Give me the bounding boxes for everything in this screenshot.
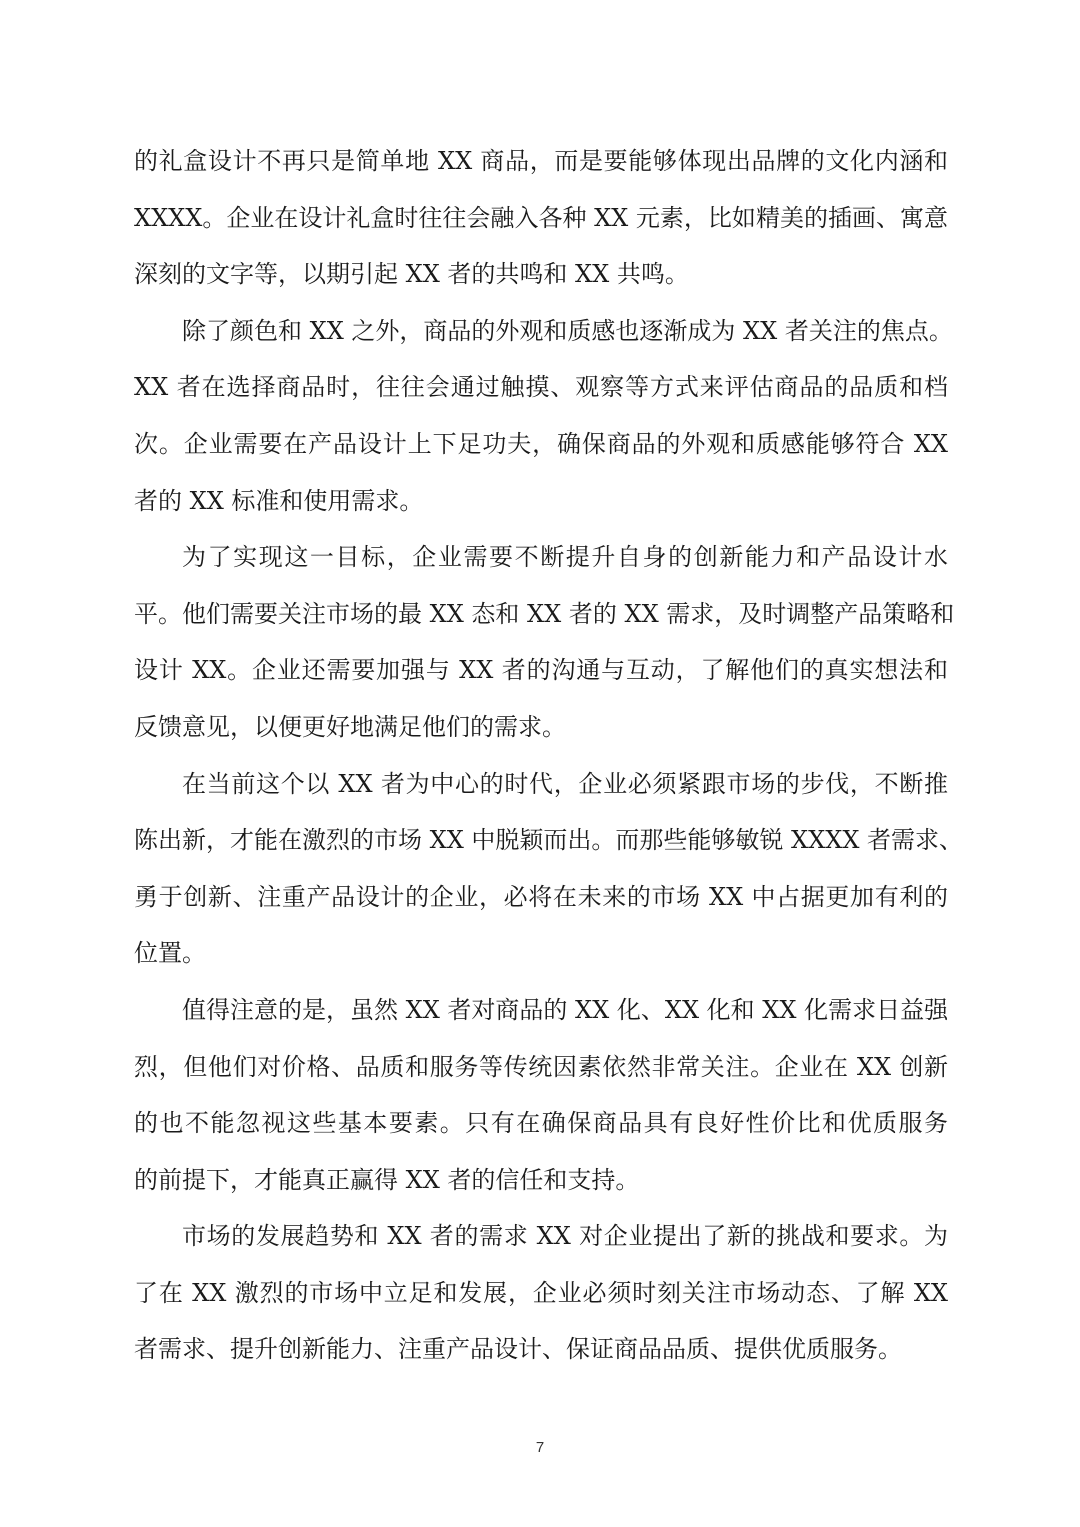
text-line: 除了颜色和 XX 之外，商品的外观和质感也逐渐成为 XX 者关注的焦点。 bbox=[182, 316, 953, 345]
page-body bbox=[134, 133, 964, 1378]
text-line: 反馈意见，以便更好地满足他们的需求。 bbox=[134, 712, 566, 741]
paragraph bbox=[134, 303, 953, 529]
text-line: 烈，但他们对价格、品质和服务等传统因素依然非常关注。企业在 XX 创新 bbox=[134, 1052, 948, 1081]
paragraph bbox=[134, 133, 948, 303]
paragraph bbox=[134, 756, 964, 982]
text-line: XXXX。企业在设计礼盒时往往会融入各种 XX 元素，比如精美的插画、寓意 bbox=[134, 203, 948, 232]
text-line: 的前提下，才能真正赢得 XX 者的信任和支持。 bbox=[134, 1165, 640, 1194]
text-line: 勇于创新、注重产品设计的企业，必将在未来的市场 XX 中占据更加有利的 bbox=[134, 882, 948, 911]
paragraph bbox=[134, 982, 948, 1208]
text-line: 了在 XX 激烈的市场中立足和发展，企业必须时刻关注市场动态、了解 XX bbox=[134, 1278, 948, 1307]
text-line: 的礼盒设计不再只是简单地 XX 商品，而是要能够体现出品牌的文化内涵和 bbox=[134, 147, 948, 175]
page-number: 7 bbox=[535, 1439, 545, 1456]
text-line: 陈出新，才能在激烈的市场 XX 中脱颖而出。而那些能够敏锐 XXXX 者需求、 bbox=[134, 826, 964, 855]
text-line: 者的 XX 标准和使用需求。 bbox=[134, 486, 424, 515]
text-line: 为了实现这一目标，企业需要不断提升自身的创新能力和产品设计水 bbox=[182, 543, 948, 572]
text-line: XX 者在选择商品时，往往会通过触摸、观察等方式来评估商品的品质和档 bbox=[134, 373, 948, 402]
text-line: 深刻的文字等，以期引起 XX 者的共鸣和 XX 共鸣。 bbox=[134, 260, 689, 289]
paragraph bbox=[134, 1208, 948, 1378]
text-line: 设计 XX。企业还需要加强与 XX 者的沟通与互动，了解他们的真实想法和 bbox=[134, 656, 948, 685]
text-line: 的也不能忽视这些基本要素。只有在确保商品具有良好性价比和优质服务 bbox=[134, 1109, 948, 1138]
text-line: 次。企业需要在产品设计上下足功夫，确保商品的外观和质感能够符合 XX bbox=[134, 429, 948, 458]
text-line: 位置。 bbox=[134, 939, 206, 968]
text-line: 者需求、提升创新能力、注重产品设计、保证商品品质、提供优质服务。 bbox=[134, 1335, 902, 1364]
paragraph bbox=[134, 529, 955, 755]
text-line: 平。他们需要关注市场的最 XX 态和 XX 者的 XX 需求，及时调整产品策略和 bbox=[134, 599, 955, 628]
text-line: 市场的发展趋势和 XX 者的需求 XX 对企业提出了新的挑战和要求。为 bbox=[182, 1222, 948, 1251]
text-line: 值得注意的是，虽然 XX 者对商品的 XX 化、XX 化和 XX 化需求日益强 bbox=[182, 995, 949, 1024]
text-line: 在当前这个以 XX 者为中心的时代，企业必须紧跟市场的步伐，不断推 bbox=[182, 769, 948, 798]
